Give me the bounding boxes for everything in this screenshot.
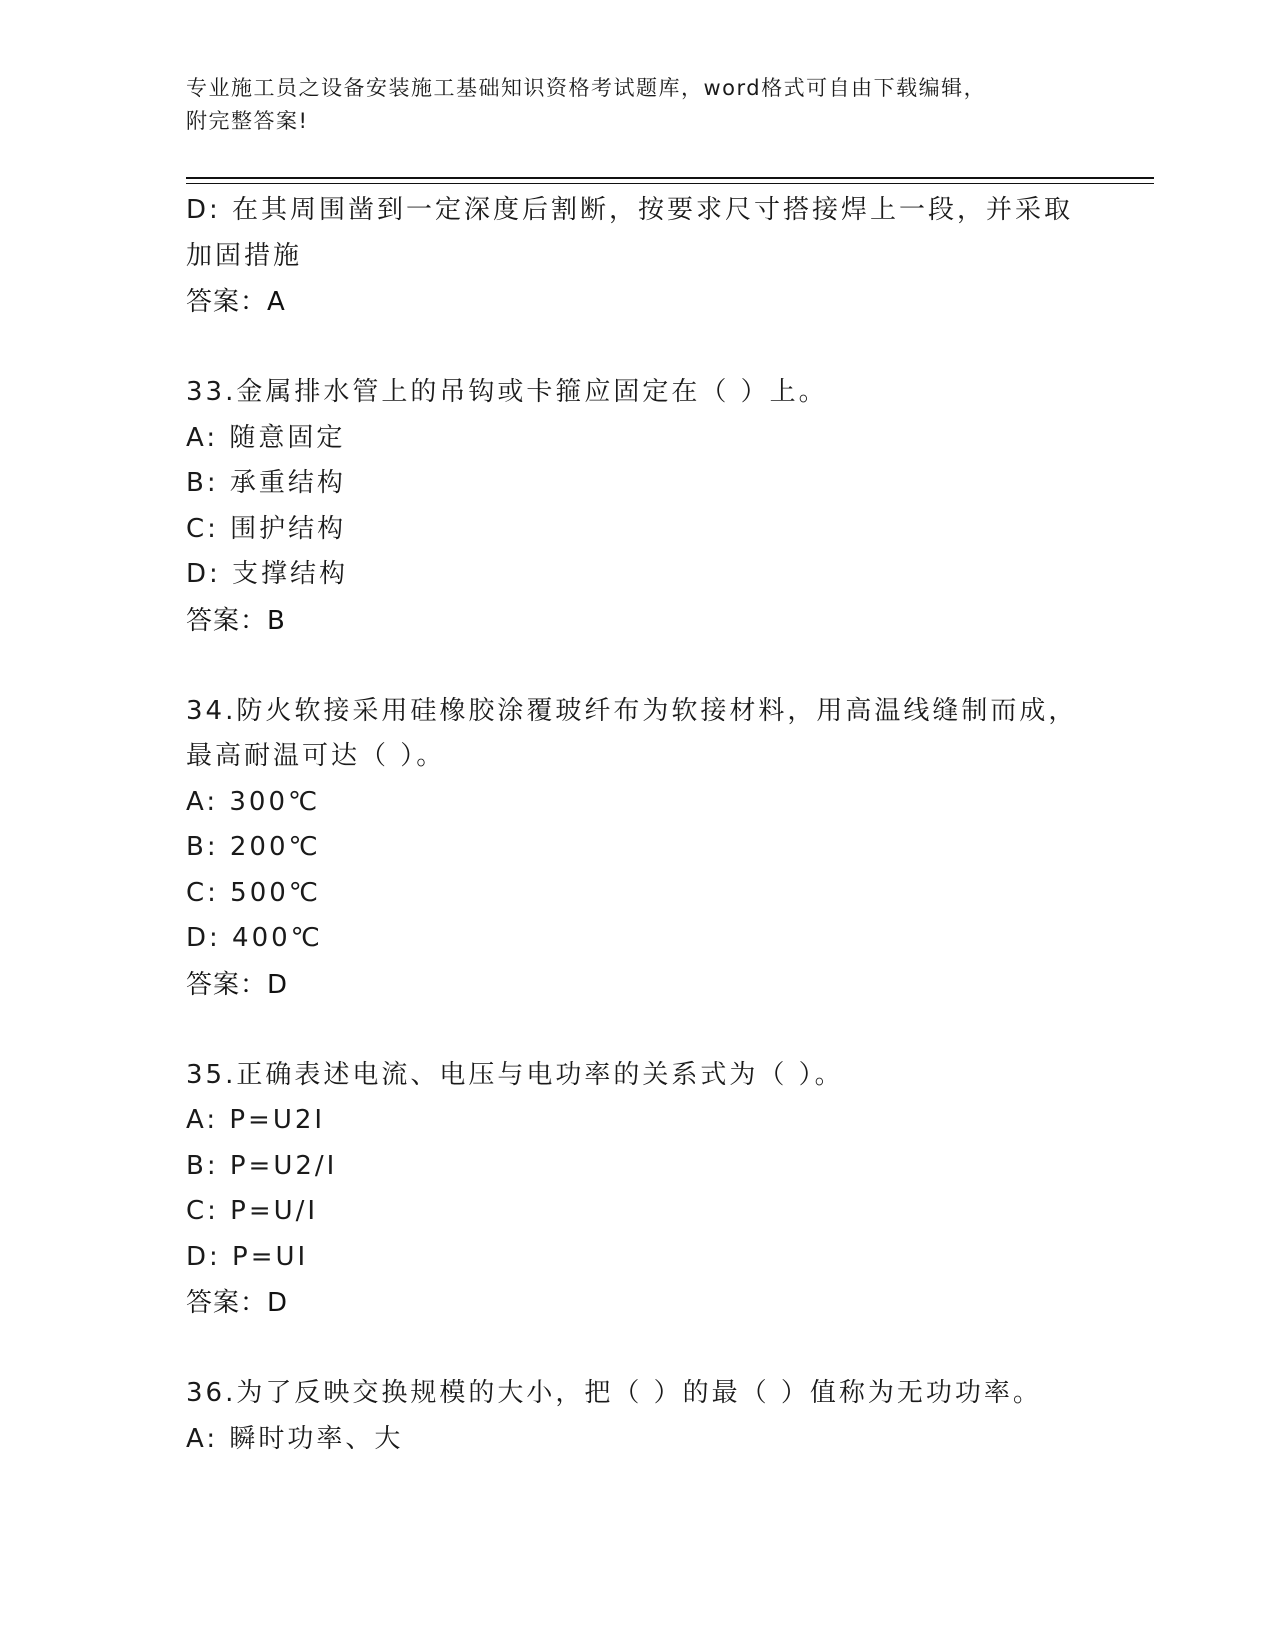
option-b: B: 200℃: [186, 832, 321, 862]
document-header: [186, 72, 1066, 138]
option-a: A: 随意固定: [186, 422, 346, 453]
spacer: [186, 325, 1076, 370]
option-b: B: 承重结构: [186, 468, 346, 498]
spacer: [186, 1008, 1076, 1053]
spacer: [186, 644, 1076, 689]
option-d: D: 400℃: [186, 923, 323, 953]
option-c: C: 500℃: [186, 877, 322, 908]
question-stem: 36.为了反映交换规模的大小，把（ ）的最（ ）值称为无功功率。: [186, 1378, 1042, 1408]
question-34: [186, 689, 1076, 1008]
answer: 答案：D: [186, 1288, 289, 1318]
spacer: [186, 1326, 1076, 1371]
answer: 答案：B: [186, 605, 286, 636]
question-list: [186, 188, 1076, 1462]
question-stem: 33.金属排水管上的吊钩或卡箍应固定在（ ）上。: [186, 377, 828, 407]
question-36: [186, 1371, 1076, 1462]
question-33: [186, 370, 1076, 644]
answer: 答案：D: [186, 969, 289, 1000]
option-a: A: P=U2I: [186, 1105, 326, 1135]
question-stem-line-2: 最高耐温可达（ ）。: [186, 741, 446, 771]
header-divider-thick: [186, 177, 1154, 179]
option-a: A: 瞬时功率、大: [186, 1423, 404, 1454]
question-stem: 35.正确表述电流、电压与电功率的关系式为（ ）。: [186, 1059, 844, 1090]
option-d-line-2: 加固措施: [186, 240, 303, 271]
option-d: D: 支撑结构: [186, 559, 349, 589]
question-stem-line-1: 34.防火软接采用硅橡胶涂覆玻纤布为软接材料，用高温线缝制而成，: [186, 695, 1078, 726]
option-c: C: 围护结构: [186, 513, 347, 544]
option-c: C: P=U/I: [186, 1196, 319, 1226]
answer: 答案：A: [186, 287, 286, 317]
question-35: [186, 1053, 1076, 1327]
option-a: A: 300℃: [186, 786, 321, 817]
header-divider-thin: [186, 183, 1154, 184]
option-d-line-1: D: 在其周围凿到一定深度后割断，按要求尺寸搭接焊上一段，并采取: [186, 195, 1074, 225]
header-line-2: 附完整答案!: [186, 109, 309, 133]
option-d: D: P=UI: [186, 1241, 309, 1272]
continued-question: [186, 188, 1076, 325]
option-b: B: P=U2/I: [186, 1150, 338, 1181]
header-line-1: 专业施工员之设备安装施工基础知识资格考试题库，word格式可自由下载编辑，: [186, 76, 987, 100]
